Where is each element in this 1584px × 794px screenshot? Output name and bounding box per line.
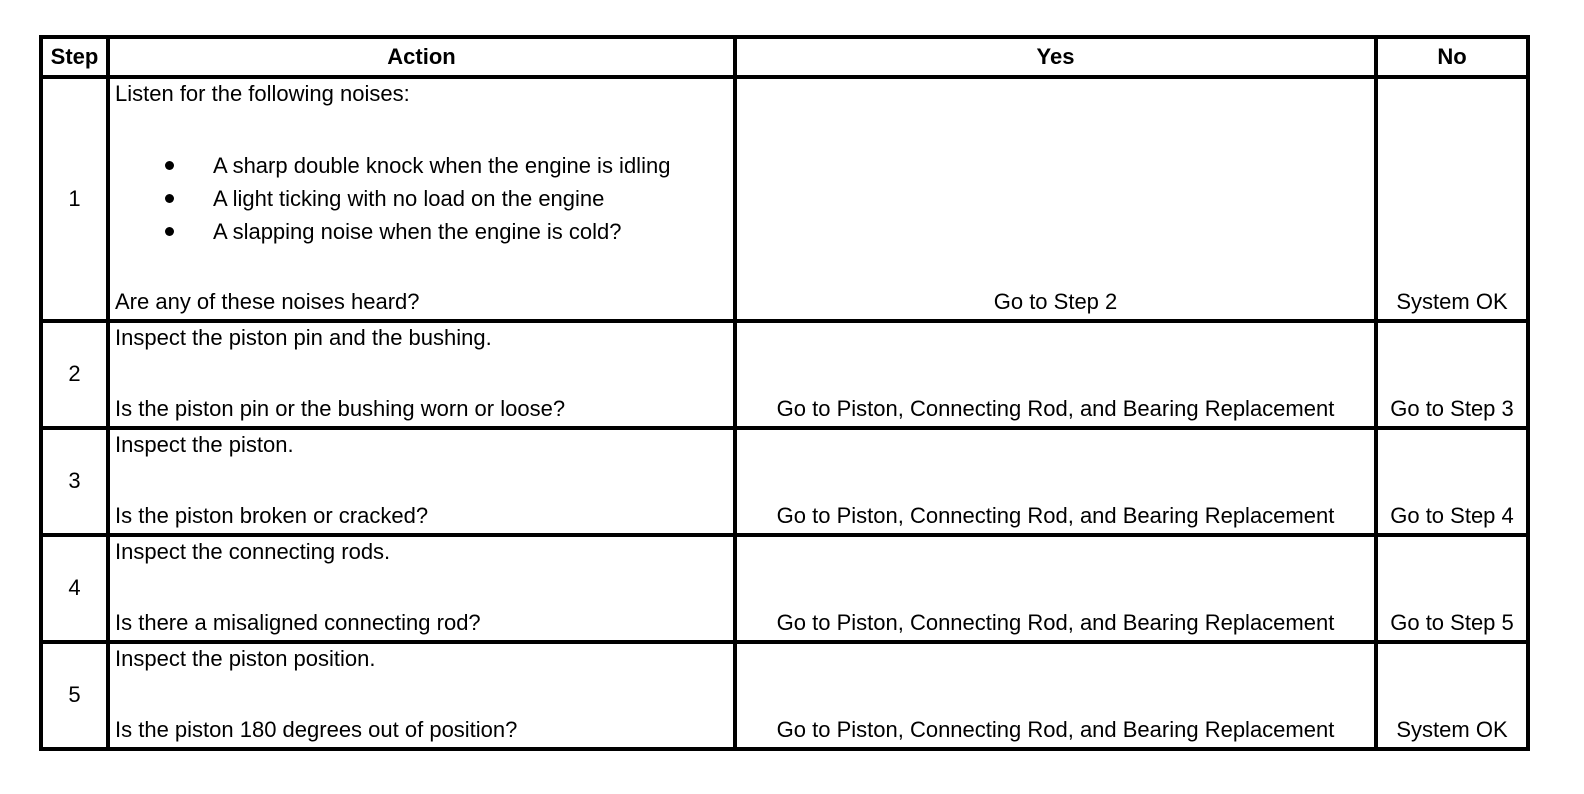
no-result: System OK xyxy=(1376,642,1528,749)
no-result: Go to Step 4 xyxy=(1376,428,1528,535)
step-number: 5 xyxy=(41,642,108,749)
action-intro: Listen for the following noises: xyxy=(115,81,410,106)
list-item: A sharp double knock when the engine is idling xyxy=(115,149,729,182)
header-yes: Yes xyxy=(735,37,1376,77)
action-cell xyxy=(108,428,735,535)
no-result: Go to Step 5 xyxy=(1376,535,1528,642)
step-number: 3 xyxy=(41,428,108,535)
step-number: 4 xyxy=(41,535,108,642)
action-cell xyxy=(108,77,735,321)
step-number: 1 xyxy=(41,77,108,321)
action-question: Is there a misaligned connecting rod? xyxy=(115,609,481,635)
noise-list xyxy=(115,149,729,248)
diagnostic-table xyxy=(39,35,1530,751)
no-result: System OK xyxy=(1376,77,1528,321)
list-item: A light ticking with no load on the engine xyxy=(115,182,729,215)
bullet-icon xyxy=(165,161,174,170)
yes-result: Go to Step 2 xyxy=(735,77,1376,321)
action-cell xyxy=(108,321,735,428)
table-row xyxy=(41,535,1528,642)
yes-result: Go to Piston, Connecting Rod, and Bearing Replacement xyxy=(735,428,1376,535)
action-intro: Inspect the connecting rods. xyxy=(115,539,391,564)
table-row xyxy=(41,77,1528,321)
action-intro: Inspect the piston position. xyxy=(115,646,376,671)
action-cell xyxy=(108,535,735,642)
action-question: Is the piston 180 degrees out of position? xyxy=(115,716,518,742)
bullet-icon xyxy=(165,227,174,236)
action-intro: Inspect the piston pin and the bushing. xyxy=(115,325,492,350)
table-row xyxy=(41,321,1528,428)
action-question: Is the piston pin or the bushing worn or loose? xyxy=(115,395,566,421)
header-step: Step xyxy=(41,37,108,77)
action-intro: Inspect the piston. xyxy=(115,432,294,457)
yes-result: Go to Piston, Connecting Rod, and Bearing Replacement xyxy=(735,321,1376,428)
action-cell xyxy=(108,642,735,749)
yes-result: Go to Piston, Connecting Rod, and Bearing Replacement xyxy=(735,535,1376,642)
action-question: Is the piston broken or cracked? xyxy=(115,502,429,528)
list-item: A slapping noise when the engine is cold? xyxy=(115,215,729,248)
bullet-icon xyxy=(165,194,174,203)
table-row xyxy=(41,642,1528,749)
header-row xyxy=(41,37,1528,77)
table-row xyxy=(41,428,1528,535)
action-question: Are any of these noises heard? xyxy=(115,288,420,314)
yes-result: Go to Piston, Connecting Rod, and Bearing Replacement xyxy=(735,642,1376,749)
header-no: No xyxy=(1376,37,1528,77)
no-result: Go to Step 3 xyxy=(1376,321,1528,428)
step-number: 2 xyxy=(41,321,108,428)
header-action: Action xyxy=(108,37,735,77)
